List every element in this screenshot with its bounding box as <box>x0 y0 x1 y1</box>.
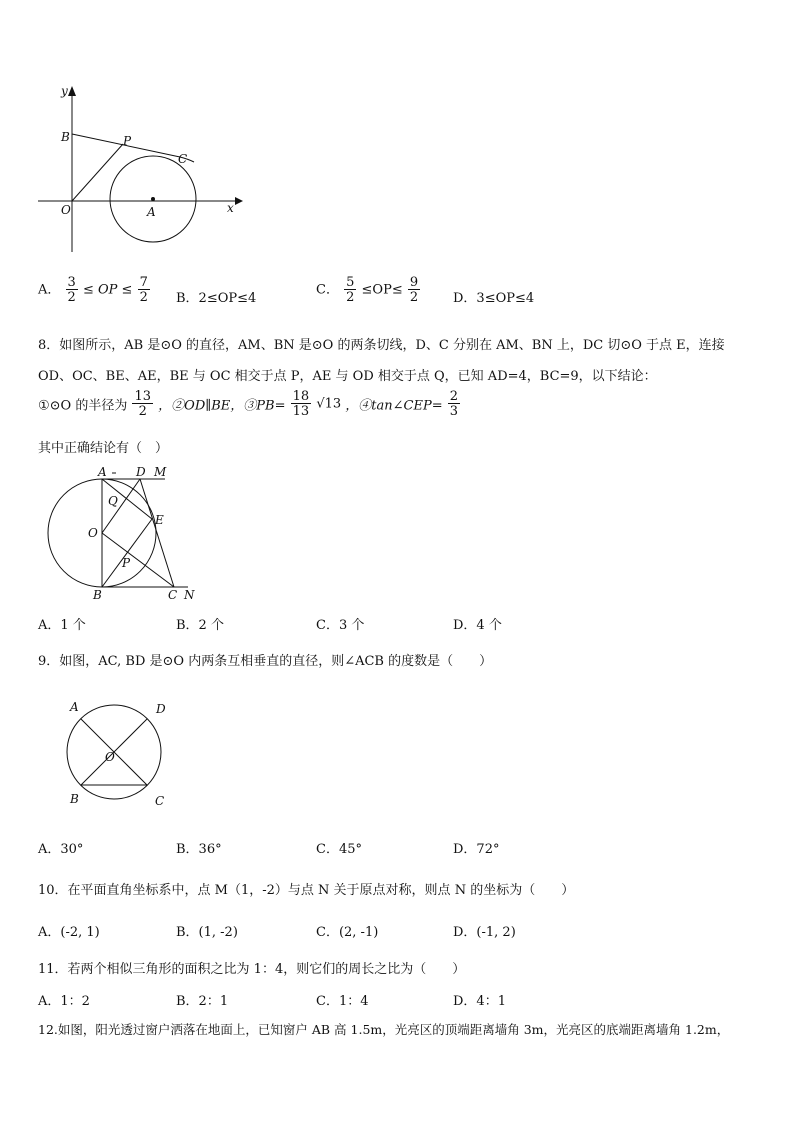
label-c: C <box>178 152 188 166</box>
q10-option-b[interactable]: B．(1, -2) <box>176 925 238 940</box>
q12-text: 12.如图，阳光透过窗户洒落在地面上，已知窗户 AB 高 1.5m，光亮区的顶端距离墙角 3m，光亮区的底端距离墙角 1.2m， <box>38 1022 730 1037</box>
q11-text: 11．若两个相似三角形的面积之比为 1：4，则它们的周长之比为（ ） <box>38 962 466 977</box>
q7-option-d[interactable]: D．3≤OP≤4 <box>453 291 535 306</box>
segment-op <box>72 144 123 201</box>
q11-option-c[interactable]: C．1：4 <box>316 994 369 1009</box>
fraction: $\frac{18}{13}$ <box>292 389 310 419</box>
label-n: N <box>184 588 195 602</box>
label-y: y <box>61 84 68 98</box>
label-m: M <box>154 465 167 479</box>
q10-option-c[interactable]: C．(2, -1) <box>316 925 379 940</box>
segment-be <box>102 519 152 587</box>
fraction: $\frac{3}{2}$ <box>67 275 76 305</box>
label-a: A <box>98 465 107 479</box>
y-axis-arrow <box>68 86 76 96</box>
label-q: Q <box>108 494 118 508</box>
label-e: E <box>155 513 164 527</box>
q11-option-d[interactable]: D．4：1 <box>453 994 506 1009</box>
label-p: P <box>123 134 132 148</box>
q8-conclusions: ①⊙O 的半径为 $\frac{13}{2}$ ，②OD∥BE，③PB= $\frac{18}{13}$ √13 ，④tan∠CEP= $\frac{2}{3}$ <box>38 389 459 419</box>
q9-option-d[interactable]: D．72° <box>453 842 500 857</box>
label-c: C <box>168 588 178 602</box>
label-p: P <box>122 556 131 570</box>
q9-option-a[interactable]: A．30° <box>38 842 84 857</box>
q10-option-d[interactable]: D．(-1, 2) <box>453 925 516 940</box>
fraction: $\frac{13}{2}$ <box>134 389 152 419</box>
label-b: B <box>93 588 102 602</box>
center-a <box>151 197 155 201</box>
label-o: O <box>105 750 115 764</box>
segment-oc <box>102 533 174 587</box>
label-a: A <box>147 205 156 219</box>
x-axis-arrow <box>235 197 243 205</box>
q7-option-a[interactable]: A． $\frac{3}{2}$ ≤ OP ≤ $\frac{7}{2}$ <box>38 275 148 305</box>
q11-option-b[interactable]: B．2：1 <box>176 994 229 1009</box>
tangent-dc <box>140 479 174 587</box>
q7-figure <box>30 80 245 260</box>
q8-figure <box>40 463 210 605</box>
label-d: D <box>156 702 166 716</box>
label-c: C <box>155 794 165 808</box>
label-x: x <box>227 201 234 215</box>
q8-line-2: OD、OC、BE、AE，BE 与 OC 相交于点 P，AE 与 OD 相交于点 Q，已知 AD=4，BC=9，以下结论： <box>38 369 657 384</box>
q10-option-a[interactable]: A．(-2, 1) <box>38 925 100 940</box>
fraction: $\frac{5}{2}$ <box>346 275 355 305</box>
q8-option-a[interactable]: A．1 个 <box>38 618 86 633</box>
label-a: A <box>70 700 79 714</box>
fraction: $\frac{9}{2}$ <box>409 275 419 305</box>
q8-option-c[interactable]: C．3 个 <box>316 618 365 633</box>
label-o: O <box>88 526 98 540</box>
q11-option-a[interactable]: A．1：2 <box>38 994 90 1009</box>
q7-option-b[interactable]: B．2≤OP≤4 <box>176 291 257 306</box>
q9-figure <box>60 695 180 811</box>
q7-option-c[interactable]: C． $\frac{5}{2}$ ≤OP≤ $\frac{9}{2}$ <box>316 275 419 305</box>
label-d: D <box>136 465 146 479</box>
q8-prompt: 其中正确结论有（ ） <box>38 441 169 456</box>
q9-option-c[interactable]: C．45° <box>316 842 362 857</box>
q9-text: 9．如图，AC, BD 是⊙O 内两条互相垂直的直径，则∠ACB 的度数是（ ） <box>38 654 493 669</box>
q10-text: 10．在平面直角坐标系中，点 M（1，-2）与点 N 关于原点对称，则点 N 的坐标为（ ） <box>38 883 575 898</box>
q8-option-d[interactable]: D．4 个 <box>453 618 502 633</box>
label-b: B <box>70 792 79 806</box>
label-b: B <box>61 130 70 144</box>
q8-option-b[interactable]: B．2 个 <box>176 618 224 633</box>
fraction: $\frac{2}{3}$ <box>449 389 459 419</box>
fraction: $\frac{7}{2}$ <box>139 275 148 305</box>
q8-line-1: 8．如图所示，AB 是⊙O 的直径，AM、BN 是⊙O 的两条切线，D、C 分别在 AM、BN 上，DC 切⊙O 于点 E，连接 <box>38 338 725 353</box>
label-o: O <box>61 203 71 217</box>
q9-option-b[interactable]: B．36° <box>176 842 222 857</box>
